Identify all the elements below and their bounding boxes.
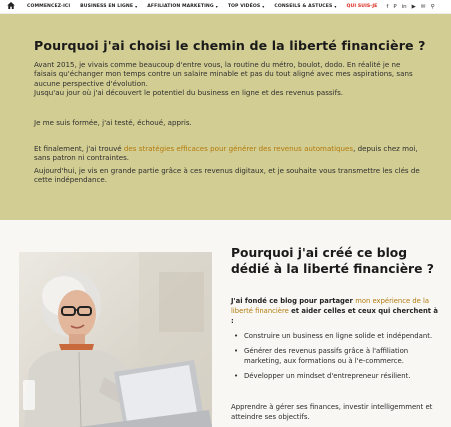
intro-paragraph bbox=[231, 296, 441, 327]
experience-link[interactable]: mon expérience de la liberté financière bbox=[231, 297, 430, 316]
paragraph: Aujourd'hui, je vis en grande partie grâce à ces revenus digitaux, et je souhaite vous transmettre les clés de cette indépendance. bbox=[34, 166, 420, 185]
paragraph-text: J'ai fondé ce blog pour partager bbox=[231, 297, 356, 305]
facebook-icon[interactable]: f bbox=[386, 3, 389, 10]
nav-item-label: BUSINESS EN LIGNE bbox=[80, 4, 134, 9]
list-item: • Générer des revenus passifs grâce à l'affiliation marketing, aux formations ou à l'e-commerce. bbox=[231, 346, 441, 366]
email-icon[interactable]: ✉ bbox=[420, 3, 426, 10]
list-item: • Développer un mindset d'entrepreneur résilient. bbox=[231, 371, 441, 381]
paragraph-text: , depuis chez moi, sans patron ni contraintes. bbox=[34, 144, 418, 163]
section-title: Pourquoi j'ai choisi le chemin de la liberté financière ? bbox=[34, 38, 426, 53]
nav-item-label: COMMENCEZ-ICI bbox=[27, 4, 71, 9]
strategies-link[interactable]: des stratégies efficaces pour générer des revenus automatiques bbox=[123, 144, 354, 153]
paragraph-text: Jusqu'au jour où j'ai découvert le potentiel du business en ligne et des revenus passifs. bbox=[34, 88, 344, 98]
youtube-icon[interactable]: ▶ bbox=[411, 3, 416, 10]
top-navigation bbox=[0, 0, 451, 14]
chevron-down-icon: ▾ bbox=[135, 4, 138, 9]
chevron-down-icon: ▾ bbox=[215, 4, 218, 9]
woman-with-laptop-photo bbox=[19, 252, 212, 427]
paragraph-text: Et finalement, j'ai trouvé bbox=[34, 144, 124, 153]
blog-purpose-section bbox=[0, 220, 451, 427]
financial-freedom-section bbox=[0, 14, 451, 220]
paragraph bbox=[34, 144, 424, 163]
nav-item-label: CONSEILS & ASTUCES bbox=[274, 4, 333, 9]
nav-item-label: TOP VIDÉOS bbox=[227, 4, 261, 9]
section-title: Pourquoi j'ai créé ce blog dédié à la liberté financière ? bbox=[231, 246, 434, 276]
paragraph-text: et aider celles et ceux qui cherchent à : bbox=[231, 307, 439, 326]
nav-item-label: QUI SUIS-JE bbox=[346, 4, 378, 9]
home-icon[interactable] bbox=[0, 2, 22, 11]
nav-item-label: AFFILIATION MARKETING bbox=[147, 4, 214, 9]
nav-item-top-videos[interactable] bbox=[223, 4, 270, 9]
pinterest-icon[interactable]: P bbox=[393, 3, 397, 10]
nav-item-affiliation-marketing[interactable] bbox=[142, 4, 223, 9]
social-icons bbox=[386, 4, 434, 10]
paragraph-text: Avant 2015, je vivais comme beaucoup d'entre vous, la routine du métro, boulot, dodo. En réalité je ne faisais qu'échanger mon temps contre un salaire minable et pas du tout aligné avec mes aspirations, sans aucune perspective d'évolution. bbox=[34, 60, 413, 88]
goals-list bbox=[231, 331, 441, 385]
closing-paragraph: Apprendre à gérer ses finances, investir intelligemment et atteindre ses objectifs. bbox=[231, 403, 433, 422]
chevron-down-icon: ▾ bbox=[334, 4, 337, 9]
linkedin-icon[interactable]: in bbox=[401, 3, 407, 10]
nav-item-conseils-astuces[interactable] bbox=[269, 4, 341, 9]
paragraph: Je me suis formée, j'ai testé, échoué, appris. bbox=[34, 118, 192, 127]
intro-paragraph bbox=[34, 60, 424, 98]
nav-item-commencez-ici[interactable] bbox=[22, 4, 75, 9]
chevron-down-icon: ▾ bbox=[262, 4, 265, 9]
list-item: • Construire un business en ligne solide et indépendant. bbox=[231, 331, 441, 341]
search-icon[interactable]: ⚲ bbox=[430, 3, 435, 10]
nav-item-qui-suis-je[interactable] bbox=[342, 4, 383, 9]
nav-item-business-en-ligne[interactable] bbox=[75, 4, 142, 9]
